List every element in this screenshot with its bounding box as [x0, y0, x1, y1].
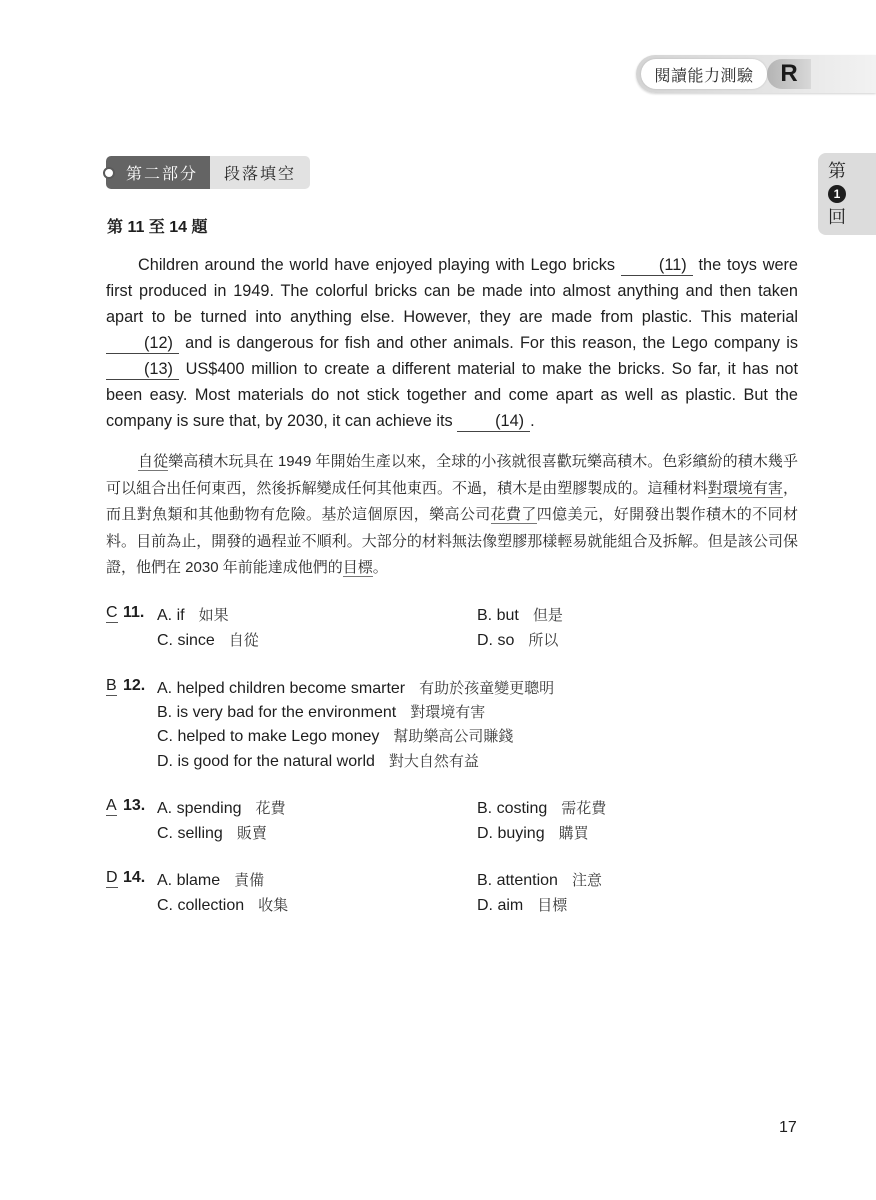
question-number: 11. [123, 604, 145, 621]
option-b [477, 869, 602, 890]
option-zh: 對環境有害 [410, 704, 486, 721]
blank-12: (12) [106, 333, 179, 354]
section-header [106, 156, 310, 189]
english-passage [106, 252, 798, 434]
option-zh: 需花費 [561, 800, 607, 817]
option-c [157, 894, 288, 915]
question-range-heading: 第 11 至 14 題 [107, 219, 208, 236]
option-zh: 但是 [532, 607, 563, 624]
option-en: C. since [157, 632, 215, 649]
option-en: A. helped children become smarter [157, 680, 406, 697]
round-number-badge: 1 [828, 185, 846, 203]
option-a [157, 797, 286, 818]
option-en: B. but [477, 607, 519, 624]
option-zh: 注意 [571, 872, 602, 889]
option-a [157, 604, 229, 625]
bullet-dot-icon [103, 167, 115, 179]
section-type-label: 段落填空 [210, 156, 310, 189]
option-zh: 目標 [537, 897, 568, 914]
option-a [157, 869, 264, 890]
option-en: D. so [477, 632, 515, 649]
option-zh: 販賣 [236, 825, 267, 842]
option-en: D. buying [477, 825, 545, 842]
reading-badge: R [767, 59, 811, 89]
answer-key: D [106, 869, 118, 886]
option-b [477, 604, 563, 625]
answer-key: B [106, 677, 117, 694]
option-d [477, 822, 589, 843]
answer-key: A [106, 797, 117, 814]
option-b [477, 797, 606, 818]
option-b [157, 701, 485, 722]
option-d [477, 629, 558, 650]
option-zh: 所以 [528, 632, 559, 649]
round-side-tab [818, 153, 876, 235]
blank-11: (11) [621, 255, 693, 276]
highlight-text: 目標 [342, 559, 373, 576]
page-number: 17 [779, 1119, 797, 1136]
answer-key: C [106, 604, 118, 621]
chinese-translation [106, 449, 798, 582]
option-d [477, 894, 567, 915]
round-prefix: 第 [828, 161, 846, 181]
option-en: A. spending [157, 800, 242, 817]
option-c [157, 629, 259, 650]
question-number: 14. [123, 869, 146, 886]
translation-text: ，而且對魚類和其他動物有危險。基於這個原因，樂高公司 [106, 479, 798, 523]
passage-text: the toys were first produced in 1949. The colorful bricks can be made into almost anything and then taken apart to be turned into anything else. However, they are made from plastic. This material [106, 256, 798, 326]
option-zh: 幫助樂高公司賺錢 [393, 728, 514, 745]
passage-text: . [530, 412, 535, 430]
passage-text: Children around the world have enjoyed playing with Lego bricks [138, 256, 621, 274]
test-type-label: 閱讀能力測驗 [641, 59, 767, 89]
question-number: 12. [123, 677, 146, 694]
translation-text: 樂高積木玩具在 1949 年開始生產以來，全球的小孩就很喜歡玩樂高積木。色彩繽紛的積木幾乎可以組合出任何東西，然後拆解變成任何其他東西。不過，積木是由塑膠製成的。這種材料 [106, 453, 798, 497]
option-c [157, 822, 267, 843]
option-zh: 對大自然有益 [388, 753, 479, 770]
option-zh: 收集 [258, 897, 289, 914]
passage-text: and is dangerous for fish and other animals. For this reason, the Lego company is [178, 334, 798, 352]
option-a [157, 677, 554, 698]
blank-14: (14) [457, 411, 530, 432]
option-zh: 如果 [198, 607, 229, 624]
option-zh: 購買 [558, 825, 589, 842]
highlight-text: 自從 [138, 453, 169, 470]
option-d [157, 750, 479, 771]
highlight-text: 花費了 [490, 506, 537, 523]
option-zh: 花費 [255, 800, 286, 817]
blank-13: (13) [106, 359, 179, 380]
round-suffix: 回 [828, 207, 846, 227]
question-number: 13. [123, 797, 146, 814]
option-en: C. collection [157, 897, 245, 914]
translation-text: 四億美元，好開發出製作積木的不同材料。目前為止，開發的過程並不順利。大部分的材料無法像塑膠那樣輕易就能組合及拆解。但是該公司保證，他們在 2030 年前能達成他們的 [106, 506, 798, 576]
option-en: D. aim [477, 897, 524, 914]
option-en: B. costing [477, 800, 548, 817]
section-header-tab [636, 55, 876, 93]
highlight-text: 對環境有害 [707, 479, 783, 497]
option-en: D. is good for the natural world [157, 753, 375, 770]
option-zh: 有助於孩童變更聰明 [419, 680, 555, 697]
option-en: C. selling [157, 825, 223, 842]
option-en: C. helped to make Lego money [157, 728, 380, 745]
section-part-label: 第二部分 [106, 156, 210, 189]
translation-text: 。 [372, 559, 388, 576]
option-zh: 自從 [228, 632, 259, 649]
option-en: B. attention [477, 872, 558, 889]
option-en: A. if [157, 607, 185, 624]
option-en: B. is very bad for the environment [157, 704, 397, 721]
passage-text: US$400 million to create a different material to make the bricks. So far, it has not been easy. Most materials do not stick together and come apart as well as plastic. But the company is sure that, by 2030, it can achieve its [106, 360, 798, 430]
option-zh: 責備 [234, 872, 265, 889]
option-c [157, 725, 513, 746]
option-en: A. blame [157, 872, 221, 889]
